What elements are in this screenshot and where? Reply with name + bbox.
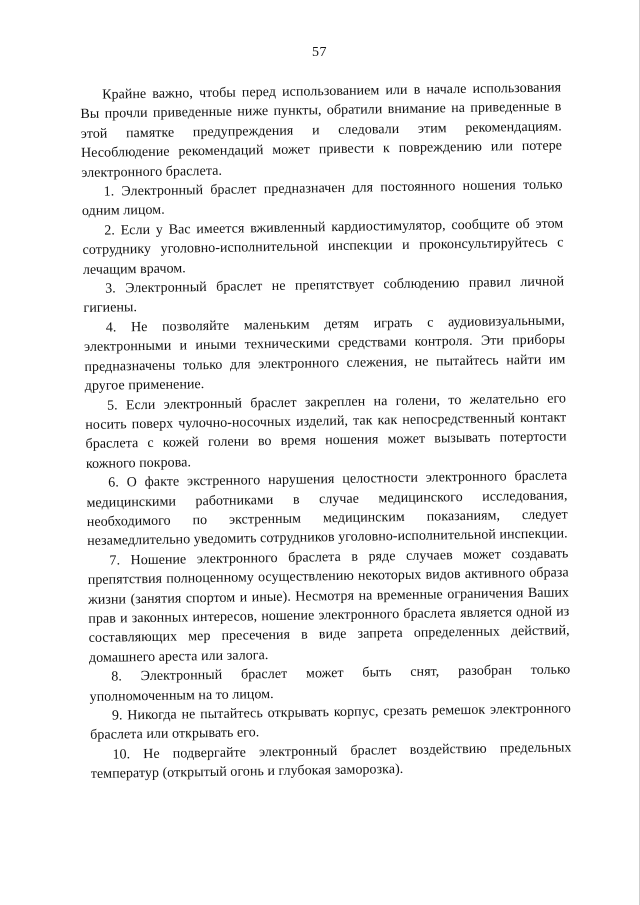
list-item: 2. Если у Вас имеется вживленный кардиостимулятор, сообщите об этом сотруднику уголовно-исполнительной инспекции и проконсультируйтесь с лечащим врачом. xyxy=(82,216,564,278)
list-item: 7. Ношение электронного браслета в ряде случаев может создавать препятствия полноценному осуществлению некоторых видов активного образа жизни (занятия спортом и иные). Несмотря на временные ограничения Ваших прав и законных интересов, ношение электронного браслета является одной из составляющих мер пресечения в виде запрета определенных действий, домашнего ареста или залога. xyxy=(87,546,570,666)
document-body xyxy=(80,78,572,784)
list-item: 4. Не позволяйте маленьким детям играть с аудиовизуальными, электронными и иными техническими средствами контроля. Эти приборы предназначены только для электронного слежения, не пытайтесь найти им другое применение. xyxy=(83,313,566,395)
list-item: 8. Электронный браслет может быть снят, разобран только уполномоченным на то лицом. xyxy=(89,662,571,705)
list-item: 10. Не подвергайте электронный браслет воздействию предельных температур (открытый огонь и глубокая заморозка). xyxy=(90,740,572,783)
intro-paragraph: Крайне важно, чтобы перед использованием или в начале использования Вы прочли приведенные ниже пункты, обратили внимание на приведенные в этой памятке предупреждения и следовали этим рекомендациям. Несоблюдение рекомендаций может привести к повреждению или потере электронного браслета. xyxy=(80,80,563,181)
list-item: 6. О факте экстренного нарушения целостности электронного браслета медицинскими работниками в случае медицинского исследования, необходимого по экстренным медицинским показаниям, следует незамедлительно уведомить сотрудников уголовно-исполнительной инспекции. xyxy=(86,468,568,550)
list-item: 9. Никогда не пытайтесь открывать корпус, срезать ремешок электронного браслета или открывать его. xyxy=(90,701,571,744)
list-item: 5. Если электронный браслет закреплен на голени, то желательно его носить поверх чулочно-носочных изделий, так как непосредственный контакт браслета с кожей голени во время ношения может вызывать потертости кожного покрова. xyxy=(85,390,567,472)
list-item: 1. Электронный браслет предназначен для постоянного ношения только одним лицом. xyxy=(81,177,563,220)
page-number: 57 xyxy=(312,45,327,60)
list-item: 3. Электронный браслет не препятствует соблюдению правил личной гигиены. xyxy=(83,274,565,317)
